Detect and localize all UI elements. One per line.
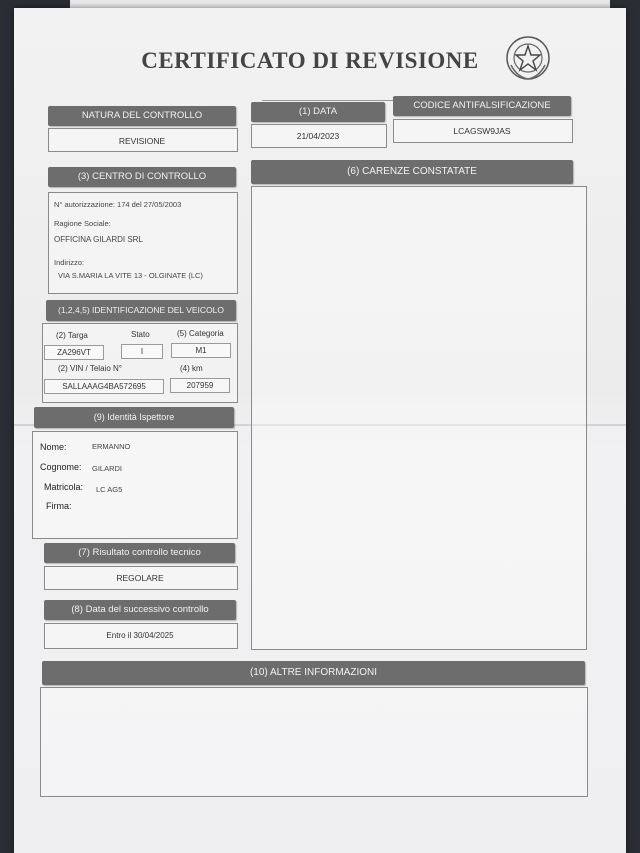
stato-field: I bbox=[121, 344, 163, 359]
altre-informazioni-box bbox=[40, 687, 588, 797]
categoria-field: M1 bbox=[171, 343, 231, 358]
identificazione-veicolo-header: (1,2,4,5) IDENTIFICAZIONE DEL VEICOLO bbox=[46, 300, 236, 321]
stato-label: Stato bbox=[131, 330, 150, 339]
matricola-label: Matricola: bbox=[44, 482, 84, 492]
carenze-header: (6) CARENZE CONSTATATE bbox=[251, 160, 573, 184]
vin-label: (2) VIN / Telaio N° bbox=[58, 364, 122, 373]
targa-field: ZA296VT bbox=[44, 345, 104, 360]
nome-value: ERMANNO bbox=[92, 442, 131, 451]
document-title: CERTIFICATO DI REVISIONE bbox=[141, 48, 479, 73]
data-header: (1) DATA bbox=[251, 102, 385, 122]
codice-antifalsificazione-value: LCAGSW9JAS bbox=[453, 126, 511, 136]
italian-republic-emblem-icon bbox=[505, 35, 551, 81]
data-value: 21/04/2023 bbox=[296, 131, 340, 141]
km-field: 207959 bbox=[170, 378, 230, 393]
km-label: (4) km bbox=[180, 364, 203, 373]
natura-controllo-header: NATURA DEL CONTROLLO bbox=[48, 106, 236, 126]
successivo-controllo-header: (8) Data del successivo controllo bbox=[44, 600, 236, 620]
ragione-sociale-value: OFFICINA GILARDI SRL bbox=[54, 235, 143, 244]
categoria-label: (5) Categoria bbox=[177, 329, 224, 338]
indirizzo-label: Indirizzo: bbox=[54, 258, 85, 267]
cognome-label: Cognome: bbox=[40, 462, 82, 472]
matricola-value: LC AG5 bbox=[96, 485, 123, 494]
codice-antifalsificazione-header: CODICE ANTIFALSIFICAZIONE bbox=[393, 96, 571, 116]
indirizzo-value: VIA S.MARIA LA VITE 13 - OLGINATE (LC) bbox=[58, 271, 203, 280]
cognome-value: GILARDI bbox=[92, 464, 123, 473]
identita-ispettore-header: (9) Identità Ispettore bbox=[34, 407, 234, 428]
risultato-controllo-value: REGOLARE bbox=[116, 573, 164, 583]
risultato-controllo-header: (7) Risultato controllo tecnico bbox=[44, 543, 235, 563]
firma-label: Firma: bbox=[46, 501, 72, 511]
natura-controllo-value: REVISIONE bbox=[118, 136, 166, 146]
ragione-sociale-label: Ragione Sociale: bbox=[54, 219, 111, 228]
vin-field: SALLAAAG4BA572695 bbox=[44, 379, 164, 394]
targa-label: (2) Targa bbox=[56, 331, 88, 340]
successivo-controllo-value: Entro il 30/04/2025 bbox=[106, 631, 174, 640]
carenze-box bbox=[251, 186, 587, 650]
autorizzazione-text: N° autorizzazione: 174 del 27/05/2003 bbox=[54, 200, 182, 209]
centro-controllo-header: (3) CENTRO DI CONTROLLO bbox=[48, 167, 236, 187]
title-underline bbox=[262, 100, 412, 101]
altre-informazioni-header: (10) ALTRE INFORMAZIONI bbox=[42, 661, 585, 685]
nome-label: Nome: bbox=[40, 442, 67, 452]
